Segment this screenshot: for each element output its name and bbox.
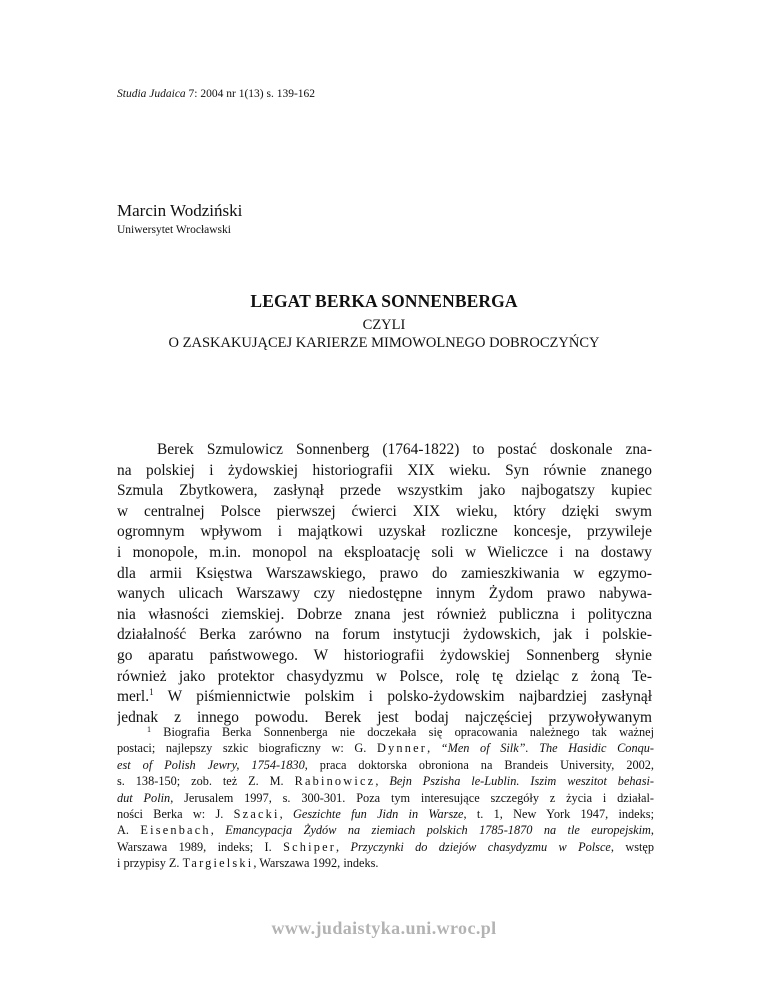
body-line-with-footnote-ref — [117, 687, 652, 708]
journal-name: Studia Judaica — [117, 88, 186, 100]
author-affiliation: Uniwersytet Wrocławski — [117, 224, 231, 236]
cited-author: Eisenbach — [140, 823, 211, 838]
body-line: w centralnej Polsce pierwszej ćwierci XIX wieku, który dzięki swym — [117, 502, 652, 520]
cited-title: Emancypacja Żydów na ziemiach polskich 1785-1870 na tle europejskim — [225, 823, 651, 838]
body-line: na polskiej i żydowskiej historiografii XIX wieku. Syn równie znanego — [117, 461, 652, 479]
body-line: jednak z innego powodu. Berek jest bodaj najczęściej przywoływanym — [117, 708, 652, 726]
footnote-text: , Jerusalem 1997, s. 300-301. Poza tym interesujące szczegóły z życia i działal- — [170, 790, 654, 805]
footnote-marker: 1 — [147, 725, 151, 734]
footnote-line — [117, 724, 654, 740]
body-line: go aparatu państwowego. W historiografii żydowskiej Sonnenberg słynie — [117, 646, 652, 664]
footnote-text: i przypisy Z. — [117, 856, 183, 871]
cited-title: “Men of Silk”. The Hasidic Conqu- — [440, 741, 654, 756]
cited-title: Przyczynki do dziejów chasydyzmu w Polsce — [350, 839, 611, 854]
article-title-block — [100, 290, 668, 352]
footnote-text: , praca doktorska obroniona na Brandeis University, 2002, — [304, 757, 654, 772]
footnote-line — [117, 790, 654, 806]
footnote-text: Warszawa 1989, indeks; I. — [117, 839, 284, 854]
footnote-text: , — [650, 823, 654, 838]
cited-author: Szacki — [233, 807, 280, 822]
cited-author: Targielski — [182, 856, 254, 871]
body-text-segment: W piśmiennictwie polskim i polsko-żydowskim najbardziej zasłynął — [153, 688, 652, 706]
body-line: Berek Szmulowicz Sonnenberg (1764-1822) to postać doskonale zna- — [157, 441, 652, 458]
footer-url-watermark: www.judaistyka.uni.wroc.pl — [271, 918, 497, 938]
footnote-reference[interactable]: 1 — [149, 687, 154, 698]
footnote-text: A. — [117, 823, 141, 838]
footnote-text: Biografia Berka Sonnenberga nie doczekała się opracowania należnego tak ważnej — [151, 725, 654, 739]
body-paragraph — [117, 440, 652, 728]
footnote-text: s. 138-150; zob. też Z. M. — [117, 774, 295, 789]
footnote-text: , — [210, 823, 226, 838]
body-text-segment: merl. — [117, 688, 150, 706]
article-subtitle-czyli: CZYLI — [362, 317, 406, 333]
cited-title: dut Polin — [117, 790, 171, 805]
cited-title: Bejn Pszisha le-Lublin. Iszim weszitot behasi- — [389, 774, 654, 789]
body-line: również jako protektor chasydyzmu w Polsce, rolę tę dzieląc z żoną Te- — [117, 667, 652, 685]
cited-author: Dynner — [376, 741, 428, 756]
footnote-line — [117, 839, 654, 855]
footnote-line — [117, 855, 654, 871]
footnote-text: , — [336, 839, 351, 854]
body-line: działalność Berka zarówno na forum instytucji żydowskich, jak i polskie- — [117, 626, 652, 644]
body-line: i monopole, m.in. monopol na eksploatację soli w Wieliczce i na dostawy — [117, 543, 652, 561]
author-block — [117, 200, 242, 238]
footnote-text: postaci; najlepszy szkic biograficzny w: G. — [117, 741, 377, 756]
cited-title: Geszichte fun Jidn in Warsze — [293, 807, 464, 822]
footnote-line — [117, 740, 654, 756]
footnote-line — [117, 806, 654, 822]
article-subtitle: O ZASKAKUJĄCEJ KARIERZE MIMOWOLNEGO DOBROCZYŃCY — [168, 335, 600, 351]
cited-author: Schiper — [283, 839, 337, 854]
footnote-text: , Warszawa 1992, indeks. — [253, 856, 379, 871]
cited-title: est of Polish Jewry, 1754-1830 — [117, 757, 305, 772]
footnote-text: , wstęp — [610, 839, 654, 854]
article-title: LEGAT BERKA SONNENBERGA — [250, 291, 518, 311]
footnote-line — [117, 773, 654, 789]
journal-citation — [117, 88, 315, 100]
footnote-text: , t. 1, New York 1947, indeks; — [463, 807, 654, 822]
footnote-line — [117, 757, 654, 773]
footnote-line — [117, 822, 654, 838]
body-line: dla armii Księstwa Warszawskiego, prawo do zamieszkiwania w egzymo- — [117, 564, 652, 582]
footnote-text: ności Berka w: J. — [117, 807, 234, 822]
journal-issue: 7: 2004 nr 1(13) s. 139-162 — [185, 88, 316, 100]
footnote-text: , — [375, 774, 390, 789]
body-line: wanych ulicach Warszawy czy niedostępne innym Żydom prawo nabywa- — [117, 585, 652, 603]
cited-author: Rabinowicz — [294, 774, 376, 789]
footnote-text: , — [427, 741, 441, 756]
body-line: Szmula Zbytkowera, zasłynął przede wszystkim jako najbogatszy kupiec — [117, 482, 652, 500]
body-line: nia własności ziemskiej. Dobrze znana jest również publiczna i polityczna — [117, 605, 652, 623]
author-name: Marcin Wodziński — [117, 201, 243, 220]
footnote-text: , — [279, 807, 293, 822]
body-line: ogromnym wpływom i majątkowi uzyskał rozliczne koncesje, przywileje — [117, 523, 652, 541]
footnote — [117, 724, 654, 872]
